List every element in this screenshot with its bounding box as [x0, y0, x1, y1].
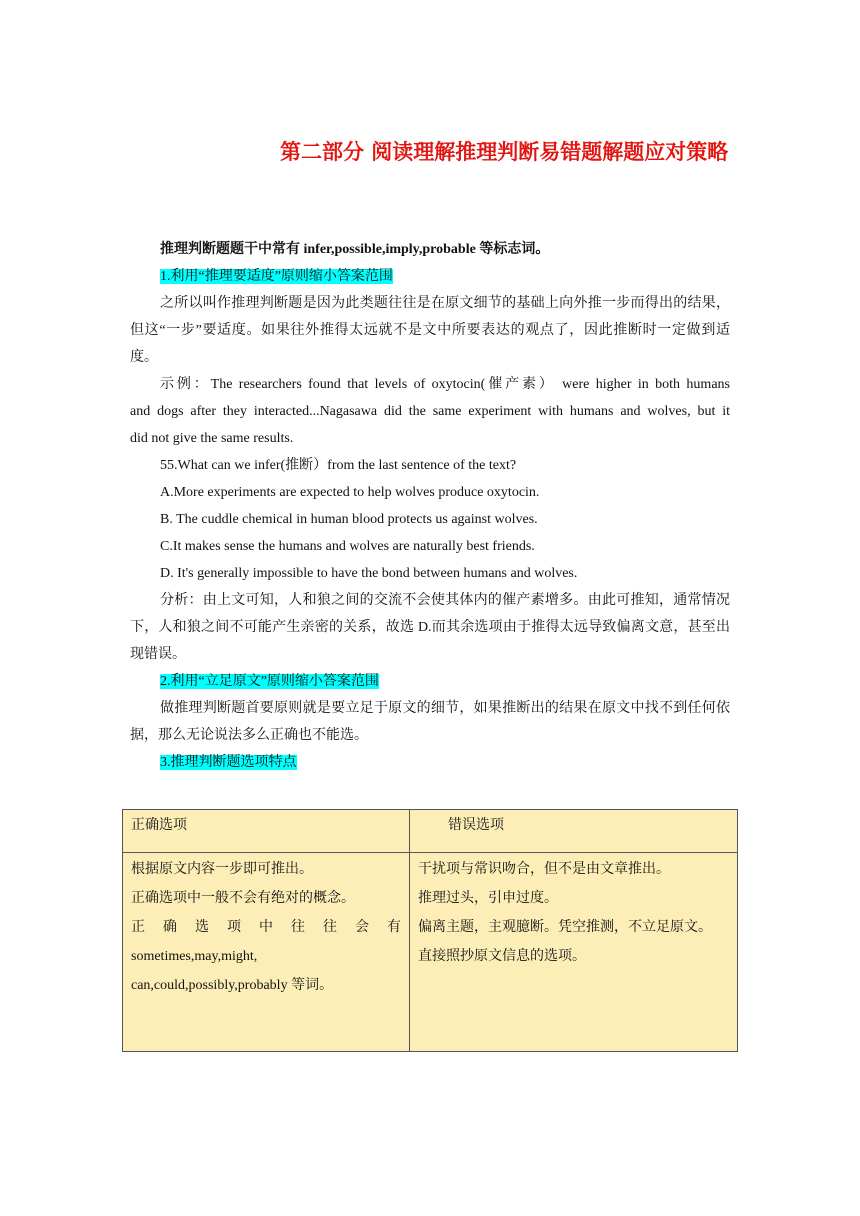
correct-item: 正确选项中一般不会有绝对的概念。 — [131, 891, 355, 906]
wrong-item: 干扰项与常识吻合，但不是由文章推出。 — [418, 862, 670, 877]
option-c: C.It makes sense the humans and wolves are naturally best friends. — [160, 539, 535, 554]
page-title: 第二部分 阅读理解推理判断易错题解题应对策略 — [280, 140, 729, 164]
section3-heading: 3.推理判断题选项特点 — [160, 755, 297, 770]
option-d: D. It's generally impossible to have the bond between humans and wolves. — [160, 566, 578, 581]
option-b: B. The cuddle chemical in human blood protects us against wolves. — [160, 512, 538, 527]
correct-item: 正确选项中往往会有 — [131, 920, 401, 935]
section1-paragraph: 之所以叫作推理判断题是因为此类题往往是在原文细节的基础上向外推一步而得出的结果，但这“一步”要适度。如果往外推得太远就不是文中所要表达的观点了，因此推断时一定做到适度。 — [130, 296, 730, 365]
header-wrong-label: 错误选项 — [448, 818, 504, 833]
document-body — [130, 236, 730, 776]
correct-item: can,could,possibly,probably 等词。 — [131, 978, 334, 993]
example-line-3: did not give the same results. — [130, 431, 294, 446]
intro-text: 推理判断题题干中常有 infer,possible,imply,probable 等标志词。 — [160, 242, 550, 257]
correct-item: sometimes,may,might, — [131, 949, 258, 964]
wrong-item: 直接照抄原文信息的选项。 — [418, 949, 586, 964]
analysis-paragraph: 分析：由上文可知，人和狼之间的交流不会使其体内的催产素增多。由此可推知，通常情况下，人和狼之间不可能产生亲密的关系，故选 D.而其余选项由于推得太远导致偏离文意，甚至出现错误。 — [130, 593, 730, 662]
section3-heading-row — [130, 749, 730, 776]
options-features-table — [122, 809, 738, 1052]
section1-heading-row — [130, 263, 730, 290]
wrong-item: 推理过头，引申过度。 — [418, 891, 558, 906]
correct-item: 根据原文内容一步即可推出。 — [131, 862, 313, 877]
option-a: A.More experiments are expected to help wolves produce oxytocin. — [160, 485, 540, 500]
section2-paragraph: 做推理判断题首要原则就是要立足于原文的细节，如果推断出的结果在原文中找不到任何依据，那么无论说法多么正确也不能选。 — [130, 701, 730, 743]
question-text: 55.What can we infer(推断）from the last sentence of the text? — [160, 458, 517, 473]
table-body-row — [123, 853, 738, 1052]
section1-heading: 1.利用“推理要适度”原则缩小答案范围 — [160, 269, 393, 284]
section2-heading: 2.利用“立足原文”原则缩小答案范围 — [160, 674, 379, 689]
example-line-2: and dogs after they interacted...Nagasawa did the same experiment with humans and wolves, but it — [130, 404, 730, 419]
header-wrong-options — [410, 810, 738, 853]
example-line-1: 示例：The researchers found that levels of oxytocin(催产素） were higher in both humans — [160, 377, 730, 392]
section2-heading-row — [130, 668, 730, 695]
wrong-options-cell — [410, 853, 738, 1052]
correct-options-cell — [123, 853, 410, 1052]
wrong-item: 偏离主题，主观臆断。凭空推测，不立足原文。 — [418, 920, 712, 935]
header-correct-options: 正确选项 — [123, 810, 410, 853]
table-header-row — [123, 810, 738, 853]
